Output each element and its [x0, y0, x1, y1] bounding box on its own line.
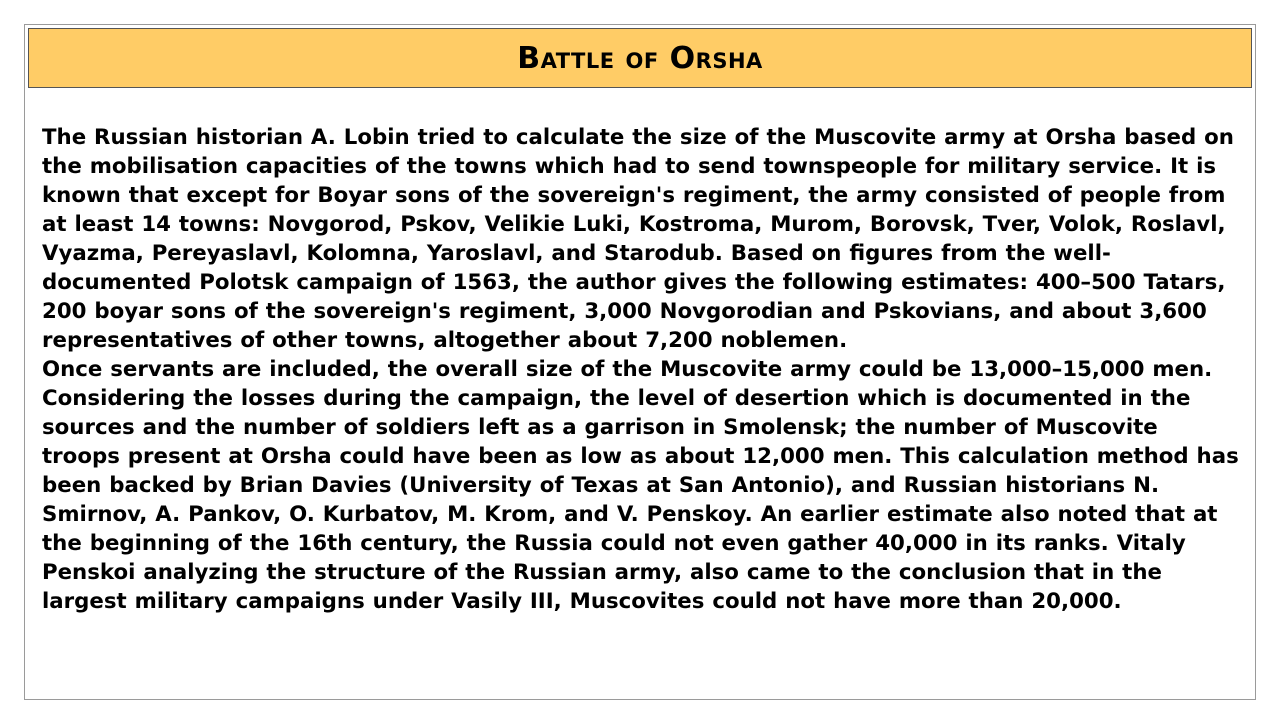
slide-title: Battle of Orsha [517, 40, 763, 76]
body-paragraph-2: Once servants are included, the overall size of the Muscovite army could be 13,000–15,000 men. Considering the losses during the campaign, the level of desertion which is documented in the sources and the number of soldiers left as a garrison in Smolensk; the number of Muscovite troops present at Orsha could have been as low as about 12,000 men. This calculation method has been backed by Brian Davies (University of Texas at San Antonio), and Russian historians N. Smirnov, A. Pankov, O. Kurbatov, M. Krom, and V. Penskoy. An earlier estimate also noted that at the beginning of the 16th century, the Russia could not even gather 40,000 in its ranks. Vitaly Penskoi analyzing the structure of the Russian army, also came to the conclusion that in the largest military campaigns under Vasily III, Muscovites could not have more than 20,000. [42, 357, 1239, 614]
slide-frame [24, 24, 1256, 700]
slide-body [42, 123, 1242, 616]
title-bar [28, 28, 1252, 88]
body-paragraph-1: The Russian historian A. Lobin tried to calculate the size of the Muscovite army at Orsha based on the mobilisation capacities of the towns which had to send townspeople for military service. It is known that except for Boyar sons of the sovereign's regiment, the army consisted of people from at least 14 towns: Novgorod, Pskov, Velikie Luki, Kostroma, Murom, Borovsk, Tver, Volok, Roslavl, Vyazma, Pereyaslavl, Kolomna, Yaroslavl, and Starodub. Based on figures from the well-documented Polotsk campaign of 1563, the author gives the following estimates: 400–500 Tatars, 200 boyar sons of the sovereign's regiment, 3,000 Novgorodian and Pskovians, and about 3,600 representatives of other towns, altogether about 7,200 noblemen. [42, 125, 1234, 353]
